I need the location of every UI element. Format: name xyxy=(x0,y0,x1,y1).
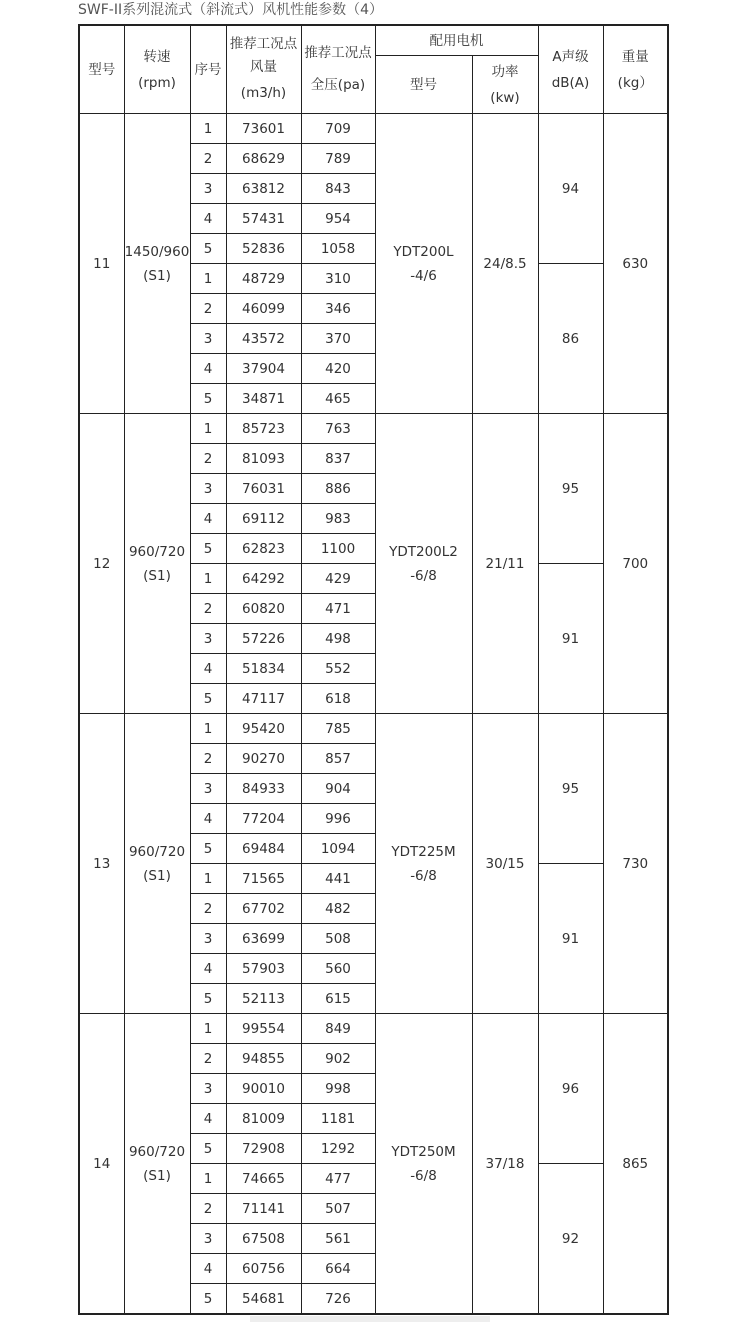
flow-cell: 62823 xyxy=(226,534,301,564)
model-cell: 12 xyxy=(79,414,124,714)
pressure-cell: 998 xyxy=(301,1074,375,1104)
header-row-1 xyxy=(79,25,668,56)
flow-cell: 90270 xyxy=(226,744,301,774)
power-cell: 37/18 xyxy=(472,1014,538,1315)
flow-cell: 51834 xyxy=(226,654,301,684)
seq-cell: 1 xyxy=(190,414,226,444)
flow-cell: 76031 xyxy=(226,474,301,504)
flow-cell: 54681 xyxy=(226,1284,301,1315)
seq-cell: 4 xyxy=(190,354,226,384)
seq-cell: 2 xyxy=(190,294,226,324)
seq-cell: 4 xyxy=(190,1104,226,1134)
pressure-cell: 615 xyxy=(301,984,375,1014)
flow-cell: 73601 xyxy=(226,114,301,144)
seq-cell: 5 xyxy=(190,234,226,264)
flow-cell: 43572 xyxy=(226,324,301,354)
flow-cell: 52113 xyxy=(226,984,301,1014)
weight-cell: 730 xyxy=(603,714,668,1014)
flow-cell: 57903 xyxy=(226,954,301,984)
pressure-cell: 561 xyxy=(301,1224,375,1254)
speed-cell: 960/720 (S1) xyxy=(124,714,190,1014)
motor-model-cell: YDT200L -4/6 xyxy=(375,114,472,414)
header-sound: A声级 dB(A) xyxy=(538,25,603,114)
header-power: 功率 (kw) xyxy=(472,56,538,114)
seq-cell: 1 xyxy=(190,1164,226,1194)
flow-cell: 85723 xyxy=(226,414,301,444)
sound-cell: 95 xyxy=(538,414,603,564)
flow-cell: 52836 xyxy=(226,234,301,264)
table-row xyxy=(79,714,668,744)
seq-cell: 1 xyxy=(190,714,226,744)
flow-cell: 48729 xyxy=(226,264,301,294)
flow-cell: 94855 xyxy=(226,1044,301,1074)
pressure-cell: 477 xyxy=(301,1164,375,1194)
flow-cell: 81093 xyxy=(226,444,301,474)
pressure-cell: 420 xyxy=(301,354,375,384)
sound-cell: 91 xyxy=(538,864,603,1014)
pressure-cell: 310 xyxy=(301,264,375,294)
table-row xyxy=(79,1014,668,1044)
pressure-cell: 441 xyxy=(301,864,375,894)
seq-cell: 3 xyxy=(190,324,226,354)
pressure-cell: 664 xyxy=(301,1254,375,1284)
seq-cell: 3 xyxy=(190,774,226,804)
pressure-cell: 1094 xyxy=(301,834,375,864)
header-flow: 推荐工况点 风量 (m3/h) xyxy=(226,25,301,114)
motor-model-cell: YDT200L2 -6/8 xyxy=(375,414,472,714)
sound-cell: 91 xyxy=(538,564,603,714)
flow-cell: 67702 xyxy=(226,894,301,924)
flow-cell: 57226 xyxy=(226,624,301,654)
seq-cell: 3 xyxy=(190,174,226,204)
header-motor-model: 型号 xyxy=(375,56,472,114)
flow-cell: 71141 xyxy=(226,1194,301,1224)
header-weight: 重量 (kg） xyxy=(603,25,668,114)
weight-cell: 630 xyxy=(603,114,668,414)
flow-cell: 81009 xyxy=(226,1104,301,1134)
seq-cell: 4 xyxy=(190,1254,226,1284)
seq-cell: 4 xyxy=(190,504,226,534)
flow-cell: 63812 xyxy=(226,174,301,204)
pressure-cell: 429 xyxy=(301,564,375,594)
speed-cell: 960/720 (S1) xyxy=(124,1014,190,1315)
header-seq: 序号 xyxy=(190,25,226,114)
seq-cell: 5 xyxy=(190,834,226,864)
sound-cell: 95 xyxy=(538,714,603,864)
seq-cell: 2 xyxy=(190,444,226,474)
flow-cell: 63699 xyxy=(226,924,301,954)
flow-cell: 99554 xyxy=(226,1014,301,1044)
pressure-cell: 1058 xyxy=(301,234,375,264)
seq-cell: 1 xyxy=(190,264,226,294)
pressure-cell: 471 xyxy=(301,594,375,624)
pressure-cell: 508 xyxy=(301,924,375,954)
pressure-cell: 785 xyxy=(301,714,375,744)
flow-cell: 57431 xyxy=(226,204,301,234)
pressure-cell: 904 xyxy=(301,774,375,804)
seq-cell: 2 xyxy=(190,594,226,624)
pressure-cell: 789 xyxy=(301,144,375,174)
pressure-cell: 346 xyxy=(301,294,375,324)
pressure-cell: 498 xyxy=(301,624,375,654)
pressure-cell: 902 xyxy=(301,1044,375,1074)
fan-performance-table xyxy=(78,24,669,1315)
pressure-cell: 849 xyxy=(301,1014,375,1044)
pressure-cell: 552 xyxy=(301,654,375,684)
pressure-cell: 1292 xyxy=(301,1134,375,1164)
flow-cell: 84933 xyxy=(226,774,301,804)
flow-cell: 34871 xyxy=(226,384,301,414)
flow-cell: 37904 xyxy=(226,354,301,384)
flow-cell: 47117 xyxy=(226,684,301,714)
pressure-cell: 618 xyxy=(301,684,375,714)
seq-cell: 2 xyxy=(190,1044,226,1074)
flow-cell: 74665 xyxy=(226,1164,301,1194)
flow-cell: 95420 xyxy=(226,714,301,744)
model-cell: 14 xyxy=(79,1014,124,1315)
seq-cell: 2 xyxy=(190,1194,226,1224)
pressure-cell: 465 xyxy=(301,384,375,414)
power-cell: 30/15 xyxy=(472,714,538,1014)
pressure-cell: 1181 xyxy=(301,1104,375,1134)
motor-model-cell: YDT250M -6/8 xyxy=(375,1014,472,1315)
model-cell: 13 xyxy=(79,714,124,1014)
flow-cell: 60820 xyxy=(226,594,301,624)
flow-cell: 77204 xyxy=(226,804,301,834)
flow-cell: 60756 xyxy=(226,1254,301,1284)
sound-cell: 94 xyxy=(538,114,603,264)
pressure-cell: 507 xyxy=(301,1194,375,1224)
flow-cell: 67508 xyxy=(226,1224,301,1254)
speed-cell: 1450/960 (S1) xyxy=(124,114,190,414)
pressure-cell: 837 xyxy=(301,444,375,474)
pressure-cell: 726 xyxy=(301,1284,375,1315)
pressure-cell: 709 xyxy=(301,114,375,144)
seq-cell: 4 xyxy=(190,204,226,234)
header-speed: 转速 (rpm) xyxy=(124,25,190,114)
seq-cell: 3 xyxy=(190,474,226,504)
header-pressure: 推荐工况点 全压(pa) xyxy=(301,25,375,114)
bottom-fade xyxy=(250,1316,490,1322)
seq-cell: 1 xyxy=(190,1014,226,1044)
sound-cell: 92 xyxy=(538,1164,603,1315)
power-cell: 24/8.5 xyxy=(472,114,538,414)
seq-cell: 3 xyxy=(190,1224,226,1254)
flow-cell: 69484 xyxy=(226,834,301,864)
pressure-cell: 370 xyxy=(301,324,375,354)
model-cell: 11 xyxy=(79,114,124,414)
flow-cell: 72908 xyxy=(226,1134,301,1164)
seq-cell: 4 xyxy=(190,804,226,834)
seq-cell: 3 xyxy=(190,624,226,654)
seq-cell: 1 xyxy=(190,114,226,144)
seq-cell: 2 xyxy=(190,894,226,924)
speed-cell: 960/720 (S1) xyxy=(124,414,190,714)
pressure-cell: 886 xyxy=(301,474,375,504)
table-caption: SWF-II系列混流式（斜流式）风机性能参数（4） xyxy=(78,2,383,18)
flow-cell: 68629 xyxy=(226,144,301,174)
flow-cell: 69112 xyxy=(226,504,301,534)
sound-cell: 86 xyxy=(538,264,603,414)
flow-cell: 71565 xyxy=(226,864,301,894)
pressure-cell: 560 xyxy=(301,954,375,984)
seq-cell: 4 xyxy=(190,954,226,984)
seq-cell: 5 xyxy=(190,1284,226,1315)
seq-cell: 5 xyxy=(190,534,226,564)
pressure-cell: 857 xyxy=(301,744,375,774)
seq-cell: 3 xyxy=(190,1074,226,1104)
table-row xyxy=(79,414,668,444)
header-motor: 配用电机 xyxy=(375,25,538,56)
pressure-cell: 996 xyxy=(301,804,375,834)
flow-cell: 46099 xyxy=(226,294,301,324)
sound-cell: 96 xyxy=(538,1014,603,1164)
weight-cell: 865 xyxy=(603,1014,668,1315)
seq-cell: 5 xyxy=(190,384,226,414)
seq-cell: 4 xyxy=(190,654,226,684)
table-row xyxy=(79,114,668,144)
pressure-cell: 1100 xyxy=(301,534,375,564)
pressure-cell: 763 xyxy=(301,414,375,444)
pressure-cell: 983 xyxy=(301,504,375,534)
pressure-cell: 954 xyxy=(301,204,375,234)
seq-cell: 5 xyxy=(190,1134,226,1164)
weight-cell: 700 xyxy=(603,414,668,714)
flow-cell: 64292 xyxy=(226,564,301,594)
pressure-cell: 843 xyxy=(301,174,375,204)
seq-cell: 5 xyxy=(190,684,226,714)
seq-cell: 1 xyxy=(190,864,226,894)
motor-model-cell: YDT225M -6/8 xyxy=(375,714,472,1014)
power-cell: 21/11 xyxy=(472,414,538,714)
pressure-cell: 482 xyxy=(301,894,375,924)
seq-cell: 2 xyxy=(190,144,226,174)
seq-cell: 2 xyxy=(190,744,226,774)
flow-cell: 90010 xyxy=(226,1074,301,1104)
header-model: 型号 xyxy=(79,25,124,114)
seq-cell: 3 xyxy=(190,924,226,954)
seq-cell: 1 xyxy=(190,564,226,594)
seq-cell: 5 xyxy=(190,984,226,1014)
